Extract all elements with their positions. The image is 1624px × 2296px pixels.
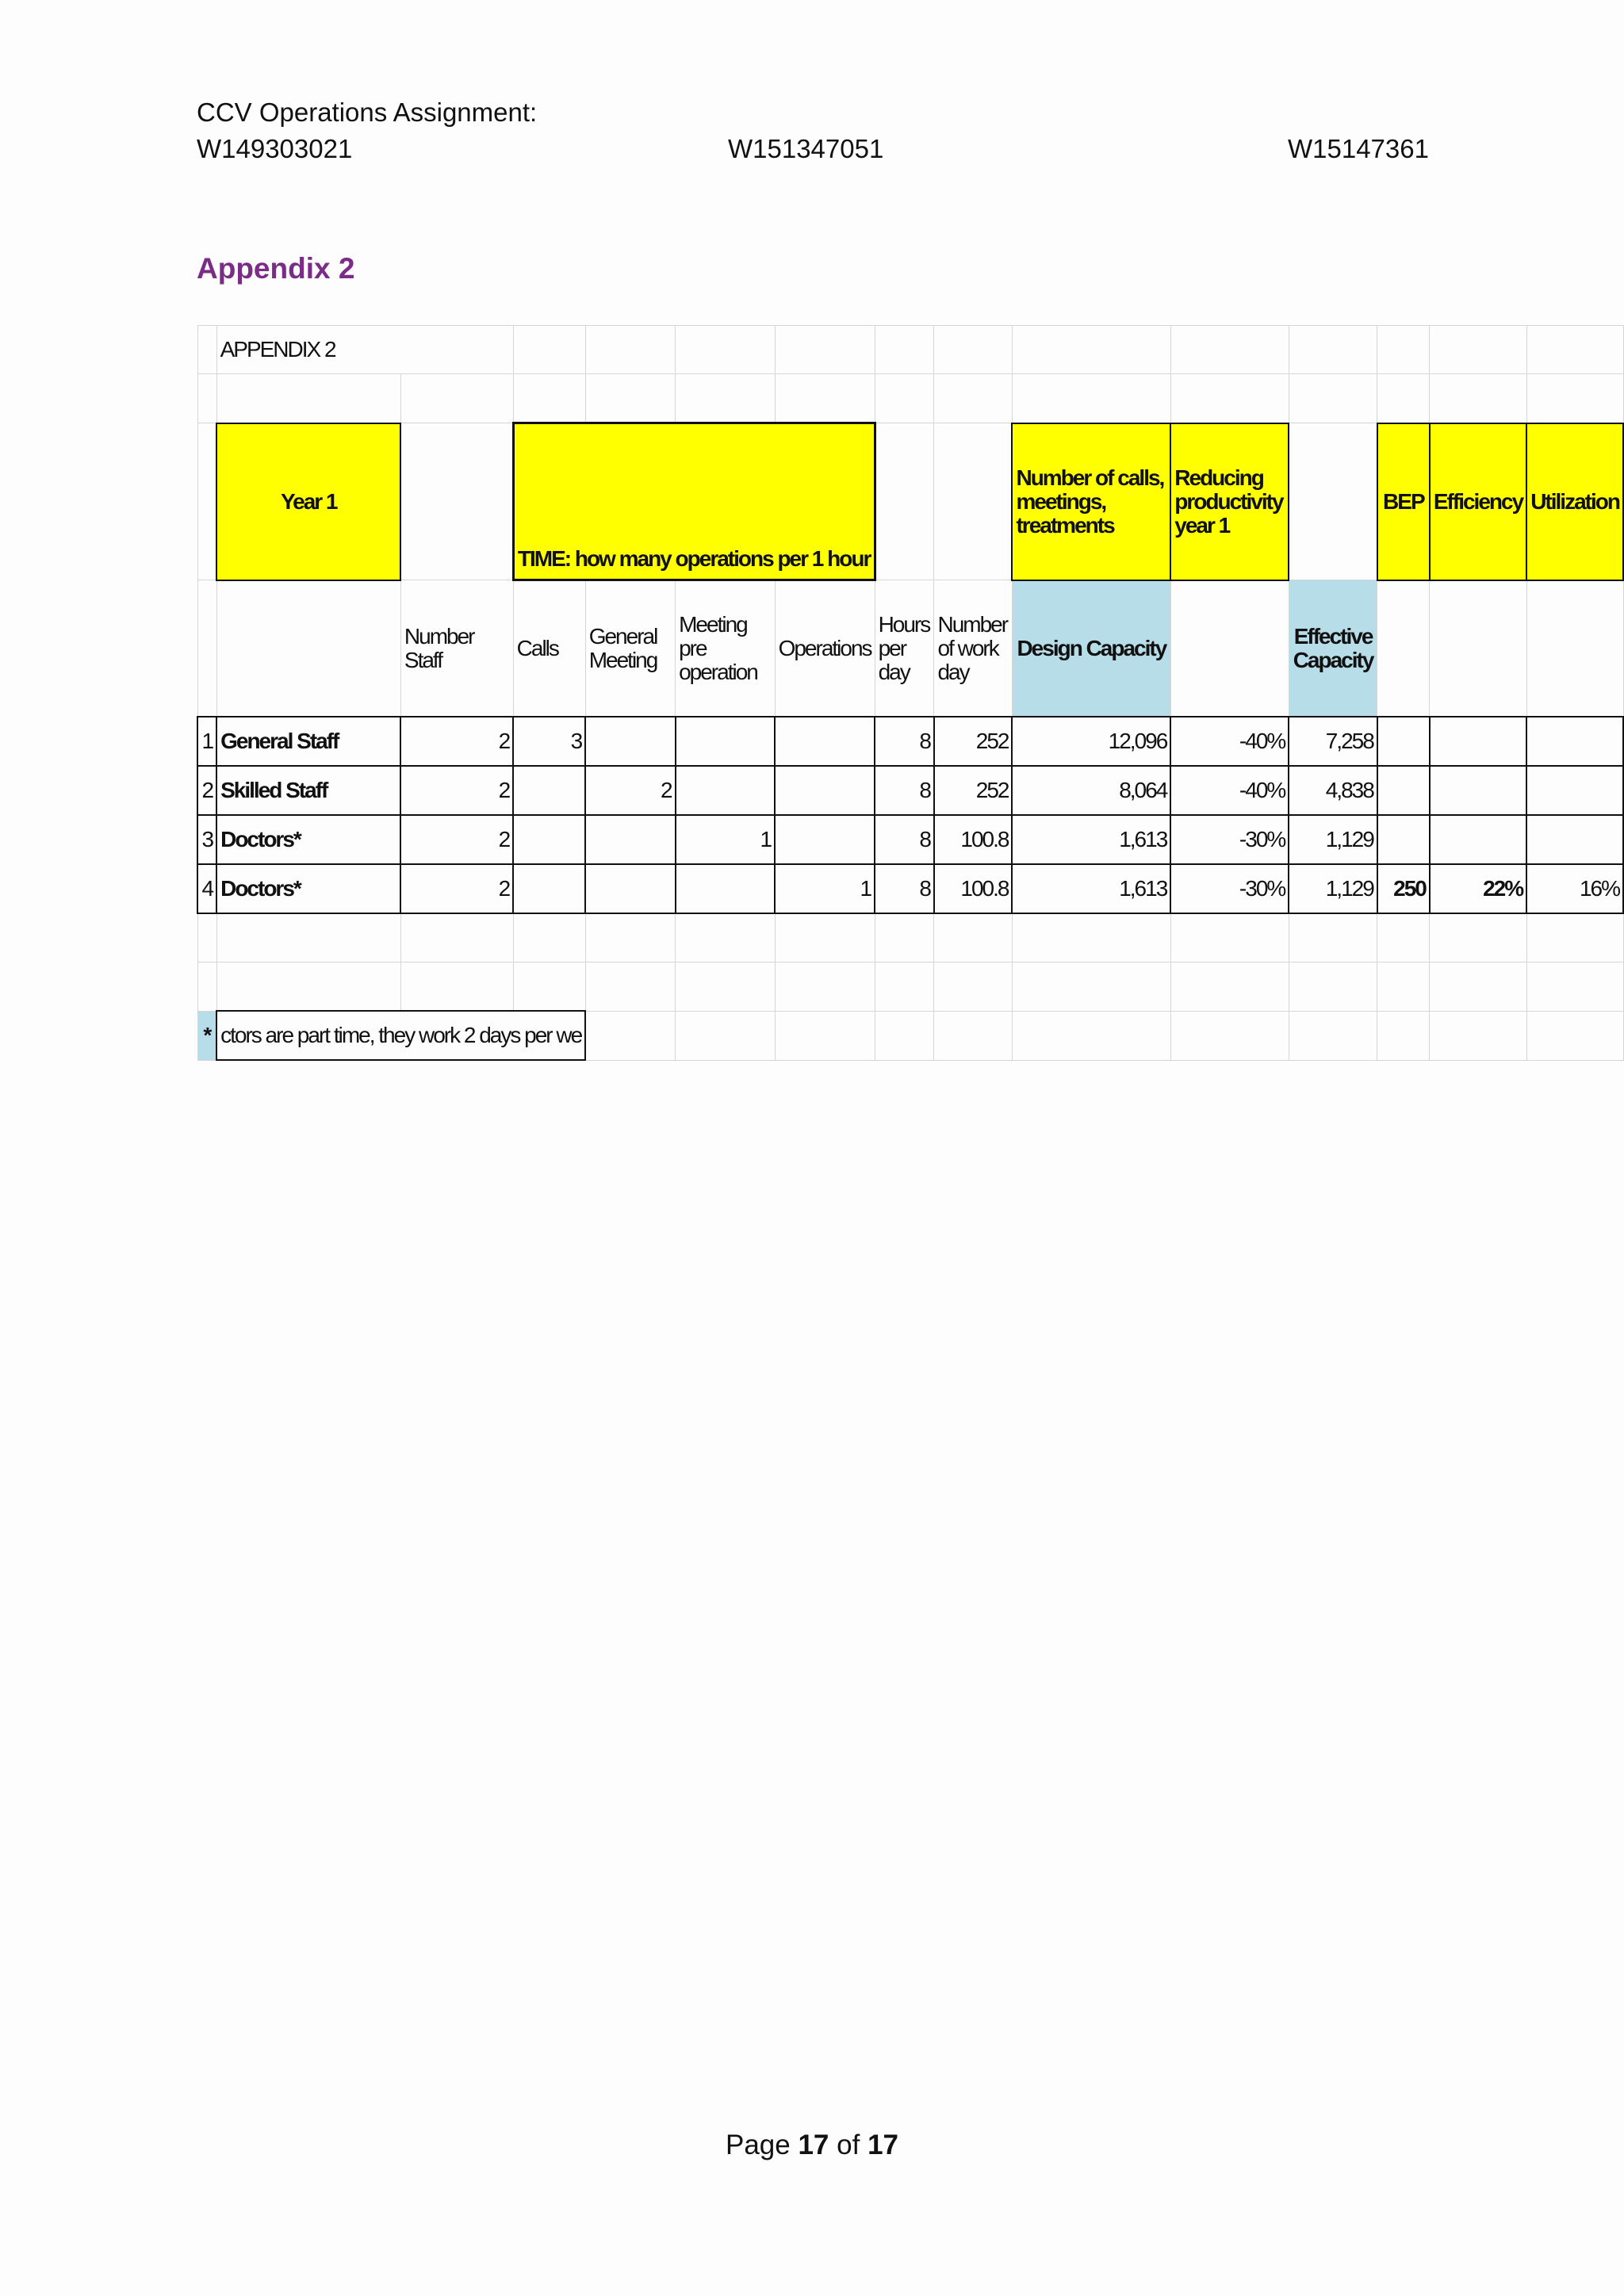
row-operations	[775, 717, 875, 766]
row-meeting-pre-operation	[676, 717, 775, 766]
row-number-staff: 2	[400, 815, 513, 864]
col-number-staff: Number Staff	[400, 580, 513, 718]
table-row	[197, 766, 1623, 815]
row-number: 3	[197, 815, 216, 864]
appendix-heading: Appendix 2	[197, 252, 355, 285]
page-footer	[0, 2130, 1624, 2161]
row-hours-per-day: 8	[875, 717, 934, 766]
table-row	[197, 815, 1623, 864]
row-utilization: 16%	[1526, 864, 1623, 913]
row-bep	[1377, 717, 1430, 766]
blank-row	[197, 913, 1623, 962]
row-work-days: 100.8	[934, 864, 1013, 913]
sheet-label: APPENDIX 2	[216, 326, 513, 374]
col-general-meeting: General Meeting	[585, 580, 675, 718]
page-word: Page	[725, 2130, 791, 2160]
sheet-title-row	[197, 326, 1623, 374]
row-calls: 3	[513, 717, 585, 766]
row-operations: 1	[775, 864, 875, 913]
col-design-capacity: Design Capacity	[1012, 580, 1170, 718]
row-reducing-productivity: -30%	[1170, 864, 1289, 913]
col-calls: Calls	[513, 580, 585, 718]
row-operations	[775, 815, 875, 864]
col-hours-per-day: Hours per day	[875, 580, 934, 718]
capacity-table	[197, 325, 1624, 1061]
row-reducing-productivity: -40%	[1170, 766, 1289, 815]
row-design-capacity: 8,064	[1012, 766, 1170, 815]
row-efficiency	[1430, 766, 1526, 815]
row-design-capacity: 1,613	[1012, 815, 1170, 864]
row-number-staff: 2	[400, 717, 513, 766]
table-row	[197, 717, 1623, 766]
blank-row	[197, 962, 1623, 1012]
row-design-capacity: 12,096	[1012, 717, 1170, 766]
row-effective-capacity: 7,258	[1289, 717, 1377, 766]
row-number: 2	[197, 766, 216, 815]
row-meeting-pre-operation: 1	[676, 815, 775, 864]
table-row	[197, 864, 1623, 913]
row-number: 1	[197, 717, 216, 766]
column-header-row	[197, 580, 1623, 718]
row-general-meeting	[585, 815, 675, 864]
col-meeting-pre-operation: Meeting pre operation	[676, 580, 775, 718]
row-calls	[513, 815, 585, 864]
row-staff-type: General Staff	[216, 717, 400, 766]
row-effective-capacity: 4,838	[1289, 766, 1377, 815]
col-operations: Operations	[775, 580, 875, 718]
row-efficiency	[1430, 717, 1526, 766]
note-row	[197, 1011, 1623, 1060]
year-header: Year 1	[216, 423, 400, 580]
row-work-days: 100.8	[934, 815, 1013, 864]
page-total: 17	[868, 2130, 899, 2160]
row-effective-capacity: 1,129	[1289, 815, 1377, 864]
blank-row	[197, 374, 1623, 423]
efficiency-header: Efficiency	[1430, 423, 1526, 580]
of-word: of	[837, 2130, 860, 2160]
row-general-meeting	[585, 864, 675, 913]
col-effective-capacity: Effective Capacity	[1289, 580, 1377, 718]
time-header: TIME: how many operations per 1 hour	[513, 423, 875, 580]
student-id-3: W15147361	[1288, 134, 1429, 163]
row-operations	[775, 766, 875, 815]
row-design-capacity: 1,613	[1012, 864, 1170, 913]
row-bep: 250	[1377, 864, 1430, 913]
row-calls	[513, 766, 585, 815]
row-efficiency	[1430, 815, 1526, 864]
row-meeting-pre-operation	[676, 766, 775, 815]
row-calls	[513, 864, 585, 913]
row-efficiency: 22%	[1430, 864, 1526, 913]
row-work-days: 252	[934, 766, 1013, 815]
row-staff-type: Skilled Staff	[216, 766, 400, 815]
row-general-meeting	[585, 717, 675, 766]
row-meeting-pre-operation	[676, 864, 775, 913]
row-general-meeting: 2	[585, 766, 675, 815]
bep-header: BEP	[1377, 423, 1430, 580]
student-id-2: W151347051	[728, 134, 884, 163]
row-staff-type: Doctors*	[216, 864, 400, 913]
row-number-staff: 2	[400, 766, 513, 815]
row-utilization	[1526, 717, 1623, 766]
utilization-header: Utilization	[1526, 423, 1623, 580]
page-number: 17	[798, 2130, 829, 2160]
document-title: CCV Operations Assignment:	[197, 98, 538, 127]
row-utilization	[1526, 815, 1623, 864]
student-id-1: W149303021	[197, 134, 353, 163]
row-hours-per-day: 8	[875, 864, 934, 913]
row-hours-per-day: 8	[875, 766, 934, 815]
row-reducing-productivity: -40%	[1170, 717, 1289, 766]
note-text: ctors are part time, they work 2 days per we	[216, 1011, 585, 1060]
row-staff-type: Doctors*	[216, 815, 400, 864]
row-hours-per-day: 8	[875, 815, 934, 864]
row-work-days: 252	[934, 717, 1013, 766]
row-number: 4	[197, 864, 216, 913]
note-marker: *	[197, 1011, 216, 1060]
row-bep	[1377, 815, 1430, 864]
row-effective-capacity: 1,129	[1289, 864, 1377, 913]
reducing-productivity-header: Reducing productivity year 1	[1170, 423, 1289, 580]
col-number-work-day: Number of work day	[934, 580, 1013, 718]
calls-meetings-header: Number of calls, meetings, treatments	[1012, 423, 1170, 580]
row-bep	[1377, 766, 1430, 815]
header-row	[197, 423, 1623, 580]
row-utilization	[1526, 766, 1623, 815]
row-number-staff: 2	[400, 864, 513, 913]
row-reducing-productivity: -30%	[1170, 815, 1289, 864]
